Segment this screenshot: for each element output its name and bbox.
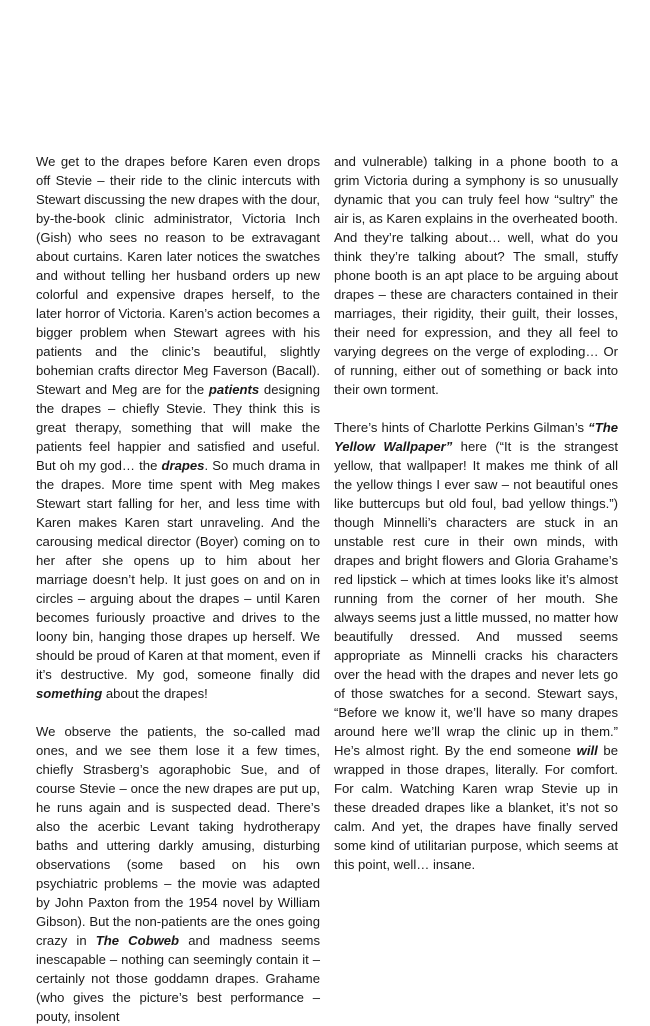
paragraph-drapes-intro — [36, 152, 320, 703]
left-column — [36, 152, 320, 1024]
paragraph-yellow-wallpaper — [334, 418, 618, 874]
text-run: designing the drapes – chiefly Stevie. They think this is great therapy, something that will make the patients feel happier and satisfied and useful. But oh my god… the — [36, 382, 320, 473]
emphasized-text: something — [36, 686, 103, 701]
right-column — [334, 152, 618, 972]
text-run: We get to the drapes before Karen even drops off Stevie – their ride to the clinic intercuts with Stewart discussing the new drapes with the dour, by-the-book clinic administrator, Victoria Inch (Gish) who sees no reason to be extravagant about curtains. Karen later notices the swatches and without telling her husband orders up new colorful and expensive drapes herself, to the later horror of Victoria. Karen’s action becomes a bigger problem when Stewart agrees with his patients and the clinic’s beautiful, slightly bohemian crafts director Meg Faverson (Bacall). Stewart and Meg are for the — [36, 154, 320, 397]
text-run: and madness seems inescapable – nothing can seemingly contain it – certainly not those goddamn drapes. Grahame (who gives the picture’s best performance – pouty, insolent — [36, 933, 320, 1024]
text-run: and vulnerable) talking in a phone booth to a grim Victoria during a symphony is so unusually dynamic that you can truly feel how “sultry” the air is, as Karen explains in the overheated booth. And they’re talking about… well, what do you think they’re talking about? The small, stuffy phone booth is an apt place to be arguing about drapes – these are characters contained in their marriages, their rigidity, their guilt, their losses, their need for expression, and they all feel to varying degrees on the verge of exploding… Or of running, either out of something or back into their own torment. — [334, 154, 618, 397]
article-body — [36, 152, 619, 1024]
text-run: We observe the patients, the so-called mad ones, and we see them lose it a few times, chiefly Strasberg’s agoraphobic Sue, and of course Stevie – once the new drapes are put up, he runs again and is suspected dead. There’s also the acerbic Levant taking hydrotherapy baths and uttering darkly amusing, disturbing observations (some based on his own psychiatric problems – the movie was adapted by John Paxton from the 1954 novel by William Gibson). But the non-patients are the ones going crazy in — [36, 724, 320, 948]
emphasized-text: will — [576, 743, 598, 758]
emphasized-text: patients — [208, 382, 260, 397]
emphasized-text: drapes — [161, 458, 205, 473]
text-run: be wrapped in those drapes, literally. For comfort. For calm. Watching Karen wrap Stevie up in these dreaded drapes like a blanket, it’s not so calm. And yet, the drapes have finally served some kind of utilitarian purpose, which seems at this point, well… insane. — [334, 743, 619, 872]
text-run: here (“It is the strangest yellow, that wallpaper! It makes me think of all the yellow things I ever saw – not beautiful ones like buttercups but old foul, bad yellow things.”) though Minnelli’s characters are stuck in an unstable rest cure in their own minds, with drapes and bright flowers and Gloria Grahame’s red lipstick – which at times looks like it’s almost running from the corner of her mouth. She always seems just a little mussed, no matter how beautifully dressed. And mussed seems appropriate as Minnelli cracks his characters over the head with the drapes and never lets go of those swatches for a second. Stewart says, “Before we know it, we’ll have so many drapes around here we’ll wrap the clinic up in them.” He’s almost right. By the end someone — [334, 439, 618, 758]
paragraph-phone-booth — [334, 152, 618, 399]
text-run: about the drapes! — [102, 686, 208, 701]
emphasized-text: The Cobweb — [95, 933, 180, 948]
paragraph-patients — [36, 722, 320, 1026]
text-run: . So much drama in the drapes. More time spent with Meg makes Stewart start falling for her, and less time with Karen makes Karen start unraveling. And the carousing medical director (Boyer) coming on to her after she opens up to him about her marriage doesn’t help. It just goes on and on in circles – arguing about the drapes – until Karen becomes furiously proactive and drives to the loony bin, hanging those drapes up herself. We should be proud of Karen at that moment, even if it’s destructive. My god, someone finally did — [36, 458, 320, 682]
emphasized-text: “The Yellow Wallpaper” — [334, 420, 618, 454]
text-run: There’s hints of Charlotte Perkins Gilman’s — [334, 420, 589, 435]
